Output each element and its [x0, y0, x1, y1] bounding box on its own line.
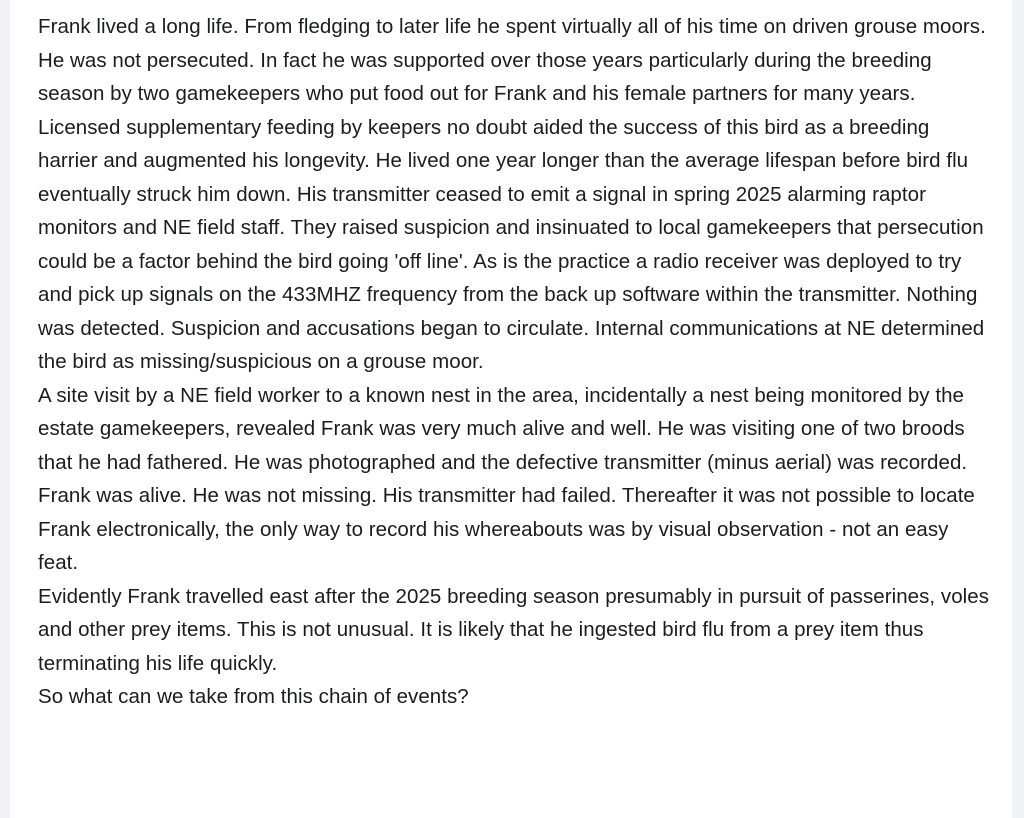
- left-margin-rail: [0, 0, 10, 818]
- paragraph-1: Frank lived a long life. From fledging to later life he spent virtually all of his time on driven grouse moors. He was not persecuted. In fact he was supported over those years particularly during the breeding season by two gamekeepers who put food out for Frank and his female partners for many years. Licensed supplementary feeding by keepers no doubt aided the success of this bird as a breeding harrier and augmented his longevity. He lived one year longer than the average lifespan before bird flu eventually struck him down. His transmitter ceased to emit a signal in spring 2025 alarming raptor monitors and NE field staff. They raised suspicion and insinuated to local gamekeepers that persecution could be a factor behind the bird going 'off line'. As is the practice a radio receiver was deployed to try and pick up signals on the 433MHZ frequency from the back up software within the transmitter. Nothing was detected. Suspicion and accusations began to circulate. Internal communications at NE determined the bird as missing/suspicious on a grouse moor.: [38, 15, 986, 373]
- document-card: [10, 0, 1012, 818]
- right-margin-rail: [1012, 0, 1024, 818]
- article-body: [38, 10, 990, 714]
- paragraph-4: So what can we take from this chain of events?: [38, 685, 469, 708]
- vertical-scrollbar[interactable]: [1012, 0, 1024, 818]
- paragraph-2: A site visit by a NE field worker to a known nest in the area, incidentally a nest being monitored by the estate gamekeepers, revealed Frank was very much alive and well. He was visiting one of two broods that he had fathered. He was photographed and the defective transmitter (minus aerial) was recorded. Frank was alive. He was not missing. His transmitter had failed. Thereafter it was not possible to locate Frank electronically, the only way to record his whereabouts was by visual observation - not an easy feat.: [38, 383, 975, 574]
- paragraph-3: Evidently Frank travelled east after the 2025 breeding season presumably in pursuit of passerines, voles and other prey items. This is not unusual. It is likely that he ingested bird flu from a prey item thus terminating his life quickly.: [38, 584, 990, 675]
